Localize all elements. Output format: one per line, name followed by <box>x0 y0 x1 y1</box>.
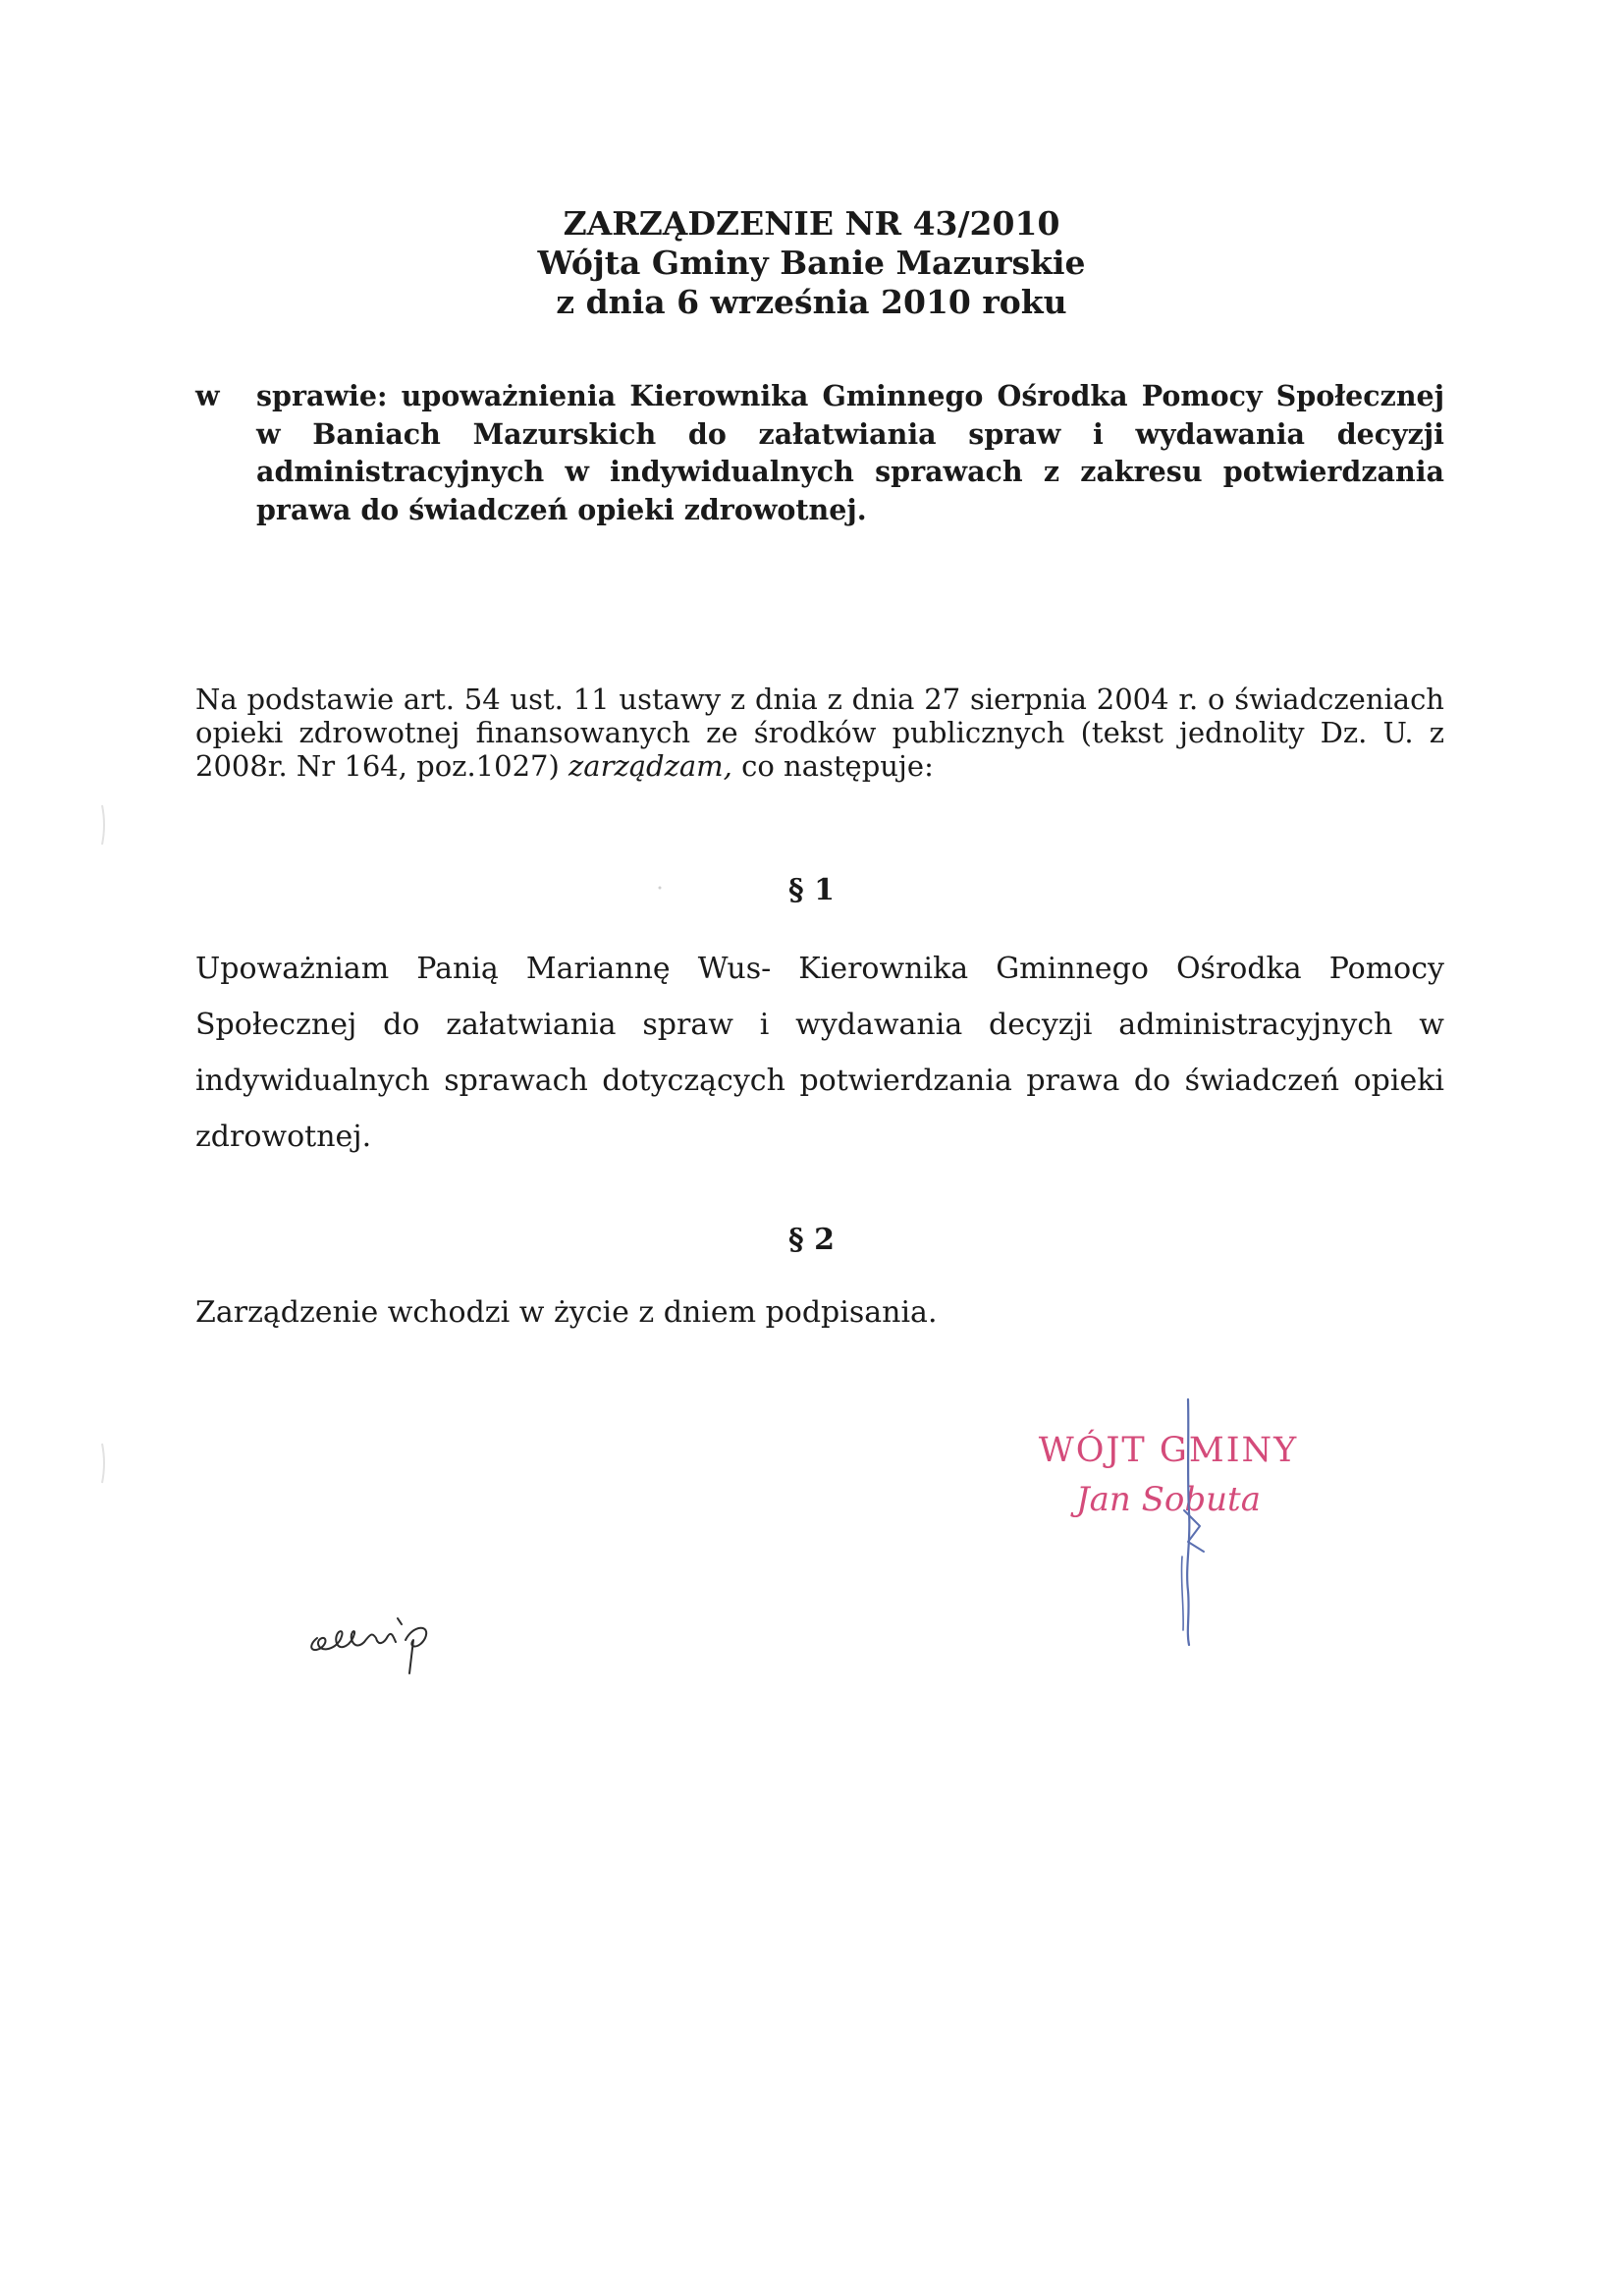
stamp-title: WÓJT GMINY <box>1038 1431 1299 1470</box>
subject-text: sprawie: upoważnienia Kierownika Gminnego Ośrodka Pomocy Społecznej w Baniach Mazurskich do załatwiania spraw i wydawania decyzji administracyjnych w indywidualnych sprawach z zakresu potwierdzania prawa do świadczeń opieki zdrowotnej. <box>256 379 1444 526</box>
section-2-heading: § 2 <box>787 1223 835 1257</box>
ordinance-number: ZARZĄDZENIE NR 43/2010 <box>563 204 1060 243</box>
signature <box>1159 1394 1217 1650</box>
legal-basis <box>195 683 1444 783</box>
legal-basis-ending: co następuje: <box>731 749 934 783</box>
issuer: Wójta Gminy Banie Mazurskie <box>537 244 1086 282</box>
stamp-name: Jan Sobuta <box>1076 1480 1261 1519</box>
legal-basis-emphasis: zarządzam, <box>568 749 732 783</box>
initials-handwritten <box>299 1599 457 1677</box>
section-1-body: Upoważniam Panią Mariannę Wus- Kierownika Gminnego Ośrodka Pomocy Społecznej do załatwiania spraw i wydawania decyzji administracyjnych w indywidualnych sprawach dotyczących potwierdzania prawa do świadczeń opieki zdrowotnej. <box>195 952 1444 1154</box>
legal-basis-text: Na podstawie art. 54 ust. 11 ustawy z dnia z dnia 27 sierpnia 2004 r. o świadczeniach opieki zdrowotnej finansowanych ze środków publicznych (tekst jednolity Dz. U. z 2008r. Nr 164, poz.1027) <box>195 683 1444 783</box>
subject-prefix: w <box>195 379 220 412</box>
subject-block <box>195 377 1444 528</box>
issue-date: z dnia 6 września 2010 roku <box>556 283 1067 321</box>
section-1-heading: § 1 <box>787 873 835 907</box>
document-header <box>0 204 1623 322</box>
section-2-body: Zarządzenie wchodzi w życie z dniem podpisania. <box>195 1295 938 1330</box>
